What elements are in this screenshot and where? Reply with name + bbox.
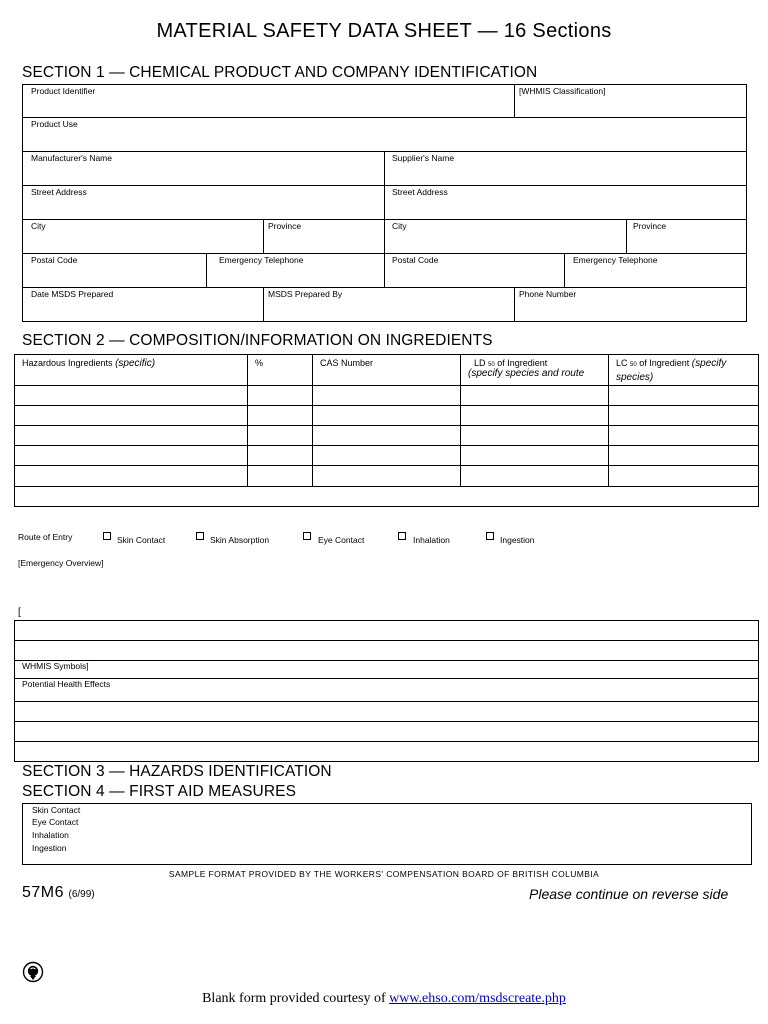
manufacturer-emergency-phone-field[interactable]: Emergency Telephone [219, 255, 304, 265]
col-lc-note-b: species) [616, 372, 654, 383]
manufacturer-postal-field[interactable]: Postal Code [31, 255, 78, 265]
col-lc50 [616, 357, 726, 371]
section4-heading: SECTION 4 — FIRST AID MEASURES [22, 783, 297, 800]
supplier-postal-field[interactable]: Postal Code [392, 255, 439, 265]
date-prepared-field[interactable]: Date MSDS Prepared [31, 289, 114, 299]
section3-heading: SECTION 3 — HAZARDS IDENTIFICATION [22, 763, 332, 780]
skin-contact-checkbox[interactable] [103, 532, 111, 540]
col-ld-suffix: of Ingredient [497, 358, 548, 368]
skin-absorption-label: Skin Absorption [210, 535, 270, 545]
first-aid-box[interactable] [22, 803, 752, 865]
col-lc-prefix: LC [616, 358, 628, 368]
whmis-classification-field[interactable]: [WHMIS Classification] [519, 86, 606, 96]
emergency-overview-label: [Emergency Overview] [18, 558, 104, 568]
inhalation-label: Inhalation [413, 535, 450, 545]
first-aid-ingestion: Ingestion [32, 843, 67, 853]
col-hazardous-note: (specific) [115, 358, 156, 369]
inhalation-checkbox[interactable] [398, 532, 406, 540]
supplier-province-field[interactable]: Province [633, 221, 667, 231]
col-lc-sub: 50 [630, 362, 637, 368]
first-aid-eye-contact: Eye Contact [32, 817, 79, 827]
phone-number-field[interactable]: Phone Number [519, 289, 577, 299]
col-hazardous-ingredients [22, 357, 155, 370]
courtesy-line [0, 991, 768, 1007]
col-hazardous-label: Hazardous Ingredients [22, 358, 113, 368]
manufacturer-name-field[interactable]: Manufacturer's Name [31, 153, 112, 163]
first-aid-inhalation: Inhalation [32, 830, 69, 840]
manufacturer-city-field[interactable]: City [31, 221, 46, 231]
eye-contact-checkbox[interactable] [303, 532, 311, 540]
courtesy-text: Blank form provided courtesy of [202, 991, 390, 1006]
col-lc-note-a: (specify [691, 358, 727, 369]
supplier-city-field[interactable]: City [392, 221, 407, 231]
form-number: 57M6 [22, 884, 65, 901]
bracket-mark: [ [18, 607, 21, 618]
first-aid-skin-contact: Skin Contact [32, 805, 81, 815]
skin-contact-label: Skin Contact [117, 535, 166, 545]
col-ld-prefix: LD [474, 358, 486, 368]
manufacturer-street-field[interactable]: Street Address [31, 187, 87, 197]
supplier-emergency-phone-field[interactable]: Emergency Telephone [573, 255, 658, 265]
page-title: MATERIAL SAFETY DATA SHEET — 16 Sections [156, 20, 612, 42]
prepared-by-field[interactable]: MSDS Prepared By [268, 289, 343, 299]
product-identifier-field[interactable]: Product Identifier [31, 86, 96, 96]
route-of-entry-label: Route of Entry [18, 532, 73, 542]
continue-note: Please continue on reverse side [529, 886, 729, 902]
sample-format-note: SAMPLE FORMAT PROVIDED BY THE WORKERS' COMPENSATION BOARD OF BRITISH COLUMBIA [168, 869, 600, 879]
section1-heading: SECTION 1 — CHEMICAL PRODUCT AND COMPANY IDENTIFICATION [22, 64, 538, 81]
product-use-field[interactable]: Product Use [31, 119, 78, 129]
supplier-street-field[interactable]: Street Address [392, 187, 448, 197]
col-ld-sub: 50 [488, 362, 495, 368]
supplier-name-field[interactable]: Supplier's Name [392, 153, 455, 163]
form-date: (6/99) [68, 889, 95, 900]
ingestion-checkbox[interactable] [486, 532, 494, 540]
ehso-link[interactable]: www.ehso.com/msdscreate.php [389, 991, 566, 1006]
manufacturer-province-field[interactable]: Province [268, 221, 302, 231]
form-number-block [22, 884, 95, 902]
col-lc-suffix: of Ingredient [639, 358, 690, 368]
col-cas-number: CAS Number [320, 358, 374, 368]
col-ld-note: (specify species and route [468, 368, 585, 379]
skin-absorption-checkbox[interactable] [196, 532, 204, 540]
eye-contact-label: Eye Contact [318, 535, 365, 545]
section2-heading: SECTION 2 — COMPOSITION/INFORMATION ON INGREDIENTS [22, 332, 493, 349]
potential-health-effects-field[interactable]: Potential Health Effects [22, 679, 111, 689]
ingestion-label: Ingestion [500, 535, 535, 545]
whmis-symbols-field[interactable]: WHMIS Symbols] [22, 661, 89, 671]
recycled-paper-icon [22, 961, 44, 983]
col-percent: % [255, 358, 264, 368]
